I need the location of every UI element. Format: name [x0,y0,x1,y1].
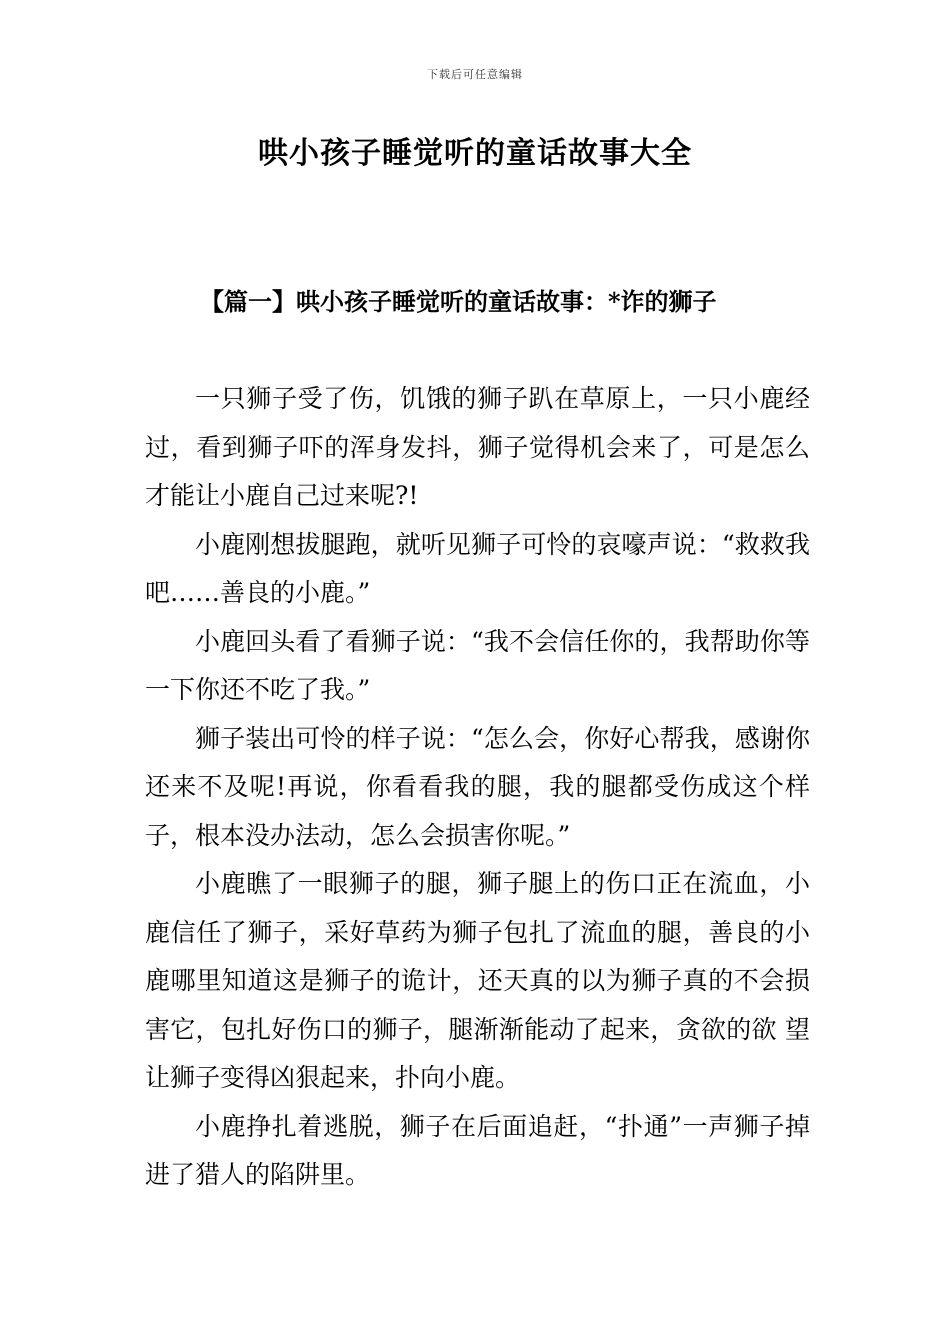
story-paragraph: 小鹿刚想拔腿跑，就听见狮子可怜的哀嚎声说：“救救我吧……善良的小鹿。” [145,529,810,607]
story-paragraph: 狮子装出可怜的样子说：“怎么会，你好心帮我，感谢你还来不及呢!再说，你看看我的腿，我的腿都受伤成这个样子，根本没办法动，怎么会损害你呢。” [145,723,810,850]
story-paragraph: 小鹿回头看了看狮子说：“我不会信任你的，我帮助你等一下你还不吃了我。” [145,626,810,704]
story-paragraph: 一只狮子受了伤，饥饿的狮子趴在草原上，一只小鹿经过，看到狮子吓的浑身发抖，狮子觉得机会来了，可是怎么才能让小鹿自己过来呢?! [145,384,810,510]
section-heading: 【篇一】哄小孩子睡觉听的童话故事：*诈的狮子 [200,287,717,316]
story-body [145,375,810,1200]
header-note: 下载后可任意编辑 [427,68,523,81]
story-paragraph: 小鹿瞧了一眼狮子的腿，狮子腿上的伤口正在流血，小鹿信任了狮子，采好草药为狮子包扎了流血的腿，善良的小鹿哪里知道这是狮子的诡计，还天真的以为狮子真的不会损害它，包扎好伤口的狮子，腿渐渐能动了起来，贪欲的欲 望让狮子变得凶狠起来，扑向小鹿。 [145,869,810,1092]
story-paragraph: 小鹿挣扎着逃脱，狮子在后面追赶，“扑通”一声狮子掉进了猎人的陷阱里。 [145,1111,810,1189]
document-title: 哄小孩子睡觉听的童话故事大全 [258,136,692,171]
